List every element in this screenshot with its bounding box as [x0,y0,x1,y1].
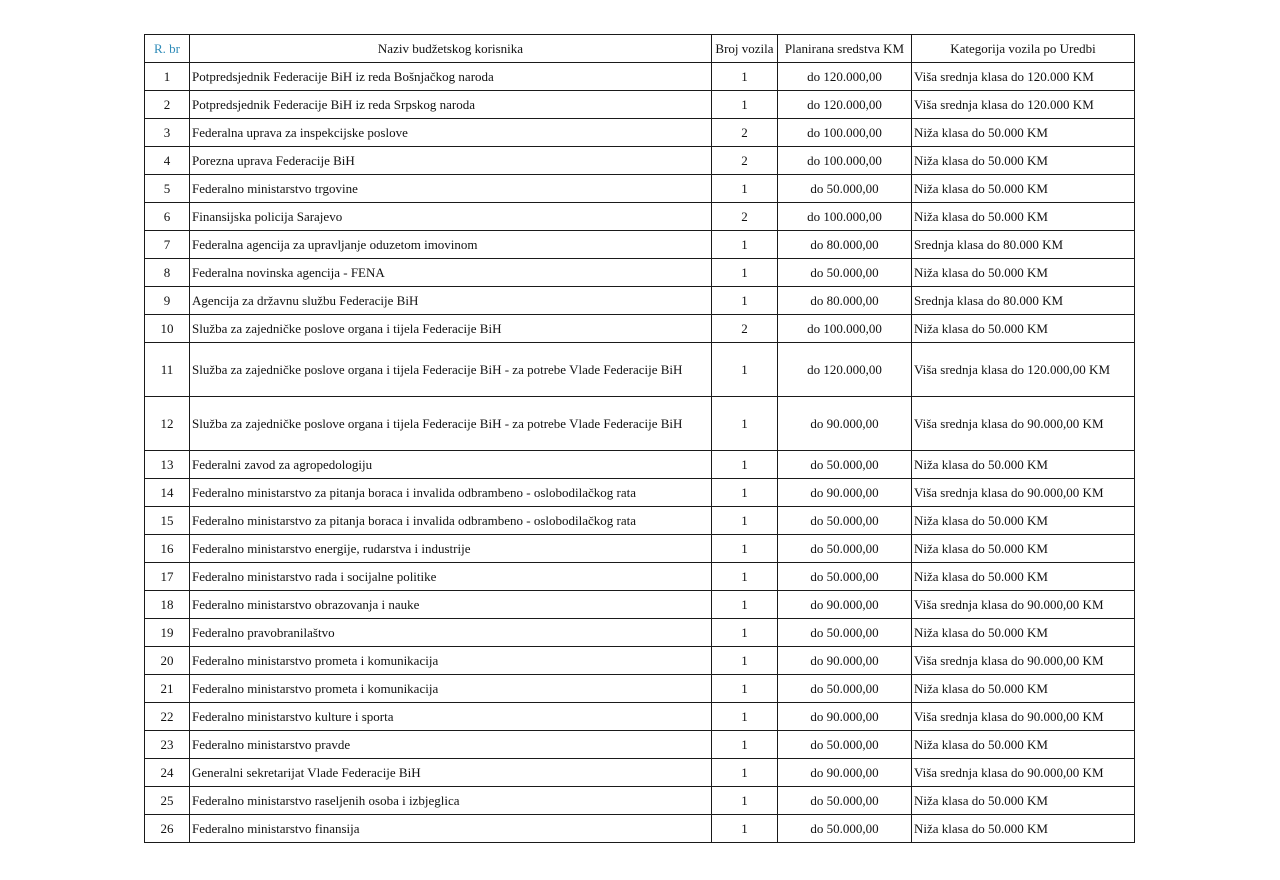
cell-naziv: Porezna uprava Federacije BiH [190,147,712,175]
header-rbr: R. br [145,35,190,63]
cell-rbr: 5 [145,175,190,203]
table-row [145,147,1135,175]
cell-kategorija: Srednja klasa do 80.000 KM [912,231,1135,259]
cell-broj-vozila: 1 [712,231,778,259]
table-row [145,119,1135,147]
cell-naziv: Federalno ministarstvo obrazovanja i nauke [190,591,712,619]
cell-broj-vozila: 2 [712,119,778,147]
cell-planirana-sredstva: do 90.000,00 [778,703,912,731]
cell-broj-vozila: 1 [712,343,778,397]
cell-planirana-sredstva: do 120.000,00 [778,63,912,91]
cell-broj-vozila: 1 [712,175,778,203]
table-row [145,759,1135,787]
table-row [145,591,1135,619]
cell-naziv: Finansijska policija Sarajevo [190,203,712,231]
cell-rbr: 20 [145,647,190,675]
cell-broj-vozila: 1 [712,703,778,731]
cell-kategorija: Niža klasa do 50.000 KM [912,535,1135,563]
cell-kategorija: Viša srednja klasa do 90.000,00 KM [912,647,1135,675]
cell-rbr: 7 [145,231,190,259]
cell-planirana-sredstva: do 50.000,00 [778,507,912,535]
cell-kategorija: Niža klasa do 50.000 KM [912,815,1135,843]
cell-planirana-sredstva: do 120.000,00 [778,343,912,397]
cell-rbr: 23 [145,731,190,759]
cell-rbr: 25 [145,787,190,815]
cell-kategorija: Niža klasa do 50.000 KM [912,451,1135,479]
cell-rbr: 15 [145,507,190,535]
table-row [145,675,1135,703]
cell-broj-vozila: 1 [712,815,778,843]
cell-broj-vozila: 1 [712,591,778,619]
cell-kategorija: Niža klasa do 50.000 KM [912,119,1135,147]
table-row [145,315,1135,343]
cell-rbr: 4 [145,147,190,175]
table-row [145,731,1135,759]
cell-planirana-sredstva: do 50.000,00 [778,619,912,647]
cell-broj-vozila: 2 [712,315,778,343]
cell-rbr: 18 [145,591,190,619]
cell-planirana-sredstva: do 50.000,00 [778,535,912,563]
cell-broj-vozila: 1 [712,397,778,451]
table-row [145,231,1135,259]
table-row [145,451,1135,479]
cell-planirana-sredstva: do 50.000,00 [778,731,912,759]
cell-planirana-sredstva: do 100.000,00 [778,147,912,175]
cell-naziv: Federalno ministarstvo energije, rudarstva i industrije [190,535,712,563]
cell-planirana-sredstva: do 90.000,00 [778,479,912,507]
table-row [145,203,1135,231]
cell-kategorija: Viša srednja klasa do 90.000,00 KM [912,591,1135,619]
cell-rbr: 2 [145,91,190,119]
cell-planirana-sredstva: do 120.000,00 [778,91,912,119]
cell-naziv: Federalno ministarstvo kulture i sporta [190,703,712,731]
cell-rbr: 19 [145,619,190,647]
cell-rbr: 13 [145,451,190,479]
cell-planirana-sredstva: do 80.000,00 [778,287,912,315]
cell-rbr: 21 [145,675,190,703]
header-naziv: Naziv budžetskog korisnika [190,35,712,63]
cell-kategorija: Viša srednja klasa do 120.000 KM [912,63,1135,91]
cell-planirana-sredstva: do 90.000,00 [778,759,912,787]
cell-naziv: Generalni sekretarijat Vlade Federacije BiH [190,759,712,787]
header-kategorija: Kategorija vozila po Uredbi [912,35,1135,63]
cell-naziv: Federalno ministarstvo rada i socijalne politike [190,563,712,591]
cell-broj-vozila: 1 [712,63,778,91]
cell-broj-vozila: 1 [712,731,778,759]
table-row [145,479,1135,507]
cell-rbr: 12 [145,397,190,451]
cell-broj-vozila: 1 [712,619,778,647]
cell-naziv: Potpredsjednik Federacije BiH iz reda Bošnjačkog naroda [190,63,712,91]
cell-kategorija: Viša srednja klasa do 90.000,00 KM [912,703,1135,731]
cell-naziv: Federalno ministarstvo pravde [190,731,712,759]
cell-naziv: Federalno ministarstvo za pitanja boraca i invalida odbrambeno - oslobodilačkog rata [190,507,712,535]
cell-naziv: Federalni zavod za agropedologiju [190,451,712,479]
table-row [145,703,1135,731]
table-row [145,259,1135,287]
header-planirana-sredstva: Planirana sredstva KM [778,35,912,63]
cell-naziv: Federalna uprava za inspekcijske poslove [190,119,712,147]
cell-kategorija: Niža klasa do 50.000 KM [912,619,1135,647]
cell-planirana-sredstva: do 50.000,00 [778,175,912,203]
cell-kategorija: Niža klasa do 50.000 KM [912,147,1135,175]
cell-naziv: Služba za zajedničke poslove organa i tijela Federacije BiH - za potrebe Vlade Federacije BiH [190,397,712,451]
cell-naziv: Federalna novinska agencija - FENA [190,259,712,287]
table-row [145,535,1135,563]
cell-planirana-sredstva: do 50.000,00 [778,451,912,479]
cell-broj-vozila: 1 [712,479,778,507]
cell-rbr: 24 [145,759,190,787]
table-header-row [145,35,1135,63]
cell-planirana-sredstva: do 50.000,00 [778,675,912,703]
cell-rbr: 6 [145,203,190,231]
cell-kategorija: Niža klasa do 50.000 KM [912,731,1135,759]
cell-rbr: 9 [145,287,190,315]
cell-kategorija: Niža klasa do 50.000 KM [912,675,1135,703]
cell-kategorija: Viša srednja klasa do 120.000 KM [912,91,1135,119]
cell-rbr: 3 [145,119,190,147]
cell-planirana-sredstva: do 100.000,00 [778,203,912,231]
cell-rbr: 8 [145,259,190,287]
table-row [145,563,1135,591]
cell-kategorija: Niža klasa do 50.000 KM [912,259,1135,287]
cell-naziv: Federalno ministarstvo finansija [190,815,712,843]
cell-rbr: 17 [145,563,190,591]
cell-broj-vozila: 1 [712,535,778,563]
cell-naziv: Služba za zajedničke poslove organa i tijela Federacije BiH [190,315,712,343]
cell-naziv: Federalno ministarstvo raseljenih osoba i izbjeglica [190,787,712,815]
cell-kategorija: Niža klasa do 50.000 KM [912,315,1135,343]
cell-kategorija: Viša srednja klasa do 90.000,00 KM [912,397,1135,451]
header-broj-vozila: Broj vozila [712,35,778,63]
cell-planirana-sredstva: do 100.000,00 [778,119,912,147]
cell-broj-vozila: 1 [712,675,778,703]
cell-planirana-sredstva: do 50.000,00 [778,815,912,843]
table-row [145,787,1135,815]
cell-naziv: Federalno pravobranilaštvo [190,619,712,647]
cell-naziv: Potpredsjednik Federacije BiH iz reda Srpskog naroda [190,91,712,119]
table-row [145,175,1135,203]
table-row [145,91,1135,119]
cell-kategorija: Viša srednja klasa do 120.000,00 KM [912,343,1135,397]
cell-kategorija: Viša srednja klasa do 90.000,00 KM [912,759,1135,787]
cell-planirana-sredstva: do 50.000,00 [778,563,912,591]
table-row [145,815,1135,843]
cell-broj-vozila: 2 [712,203,778,231]
cell-naziv: Federalno ministarstvo prometa i komunikacija [190,647,712,675]
cell-kategorija: Srednja klasa do 80.000 KM [912,287,1135,315]
table-row [145,619,1135,647]
cell-naziv: Agencija za državnu službu Federacije BiH [190,287,712,315]
cell-planirana-sredstva: do 80.000,00 [778,231,912,259]
cell-rbr: 10 [145,315,190,343]
cell-naziv: Služba za zajedničke poslove organa i tijela Federacije BiH - za potrebe Vlade Federacije BiH [190,343,712,397]
cell-naziv: Federalno ministarstvo za pitanja boraca i invalida odbrambeno - oslobodilačkog rata [190,479,712,507]
cell-kategorija: Niža klasa do 50.000 KM [912,175,1135,203]
table-row [145,343,1135,397]
cell-rbr: 14 [145,479,190,507]
cell-planirana-sredstva: do 90.000,00 [778,397,912,451]
cell-kategorija: Niža klasa do 50.000 KM [912,203,1135,231]
cell-rbr: 26 [145,815,190,843]
cell-kategorija: Niža klasa do 50.000 KM [912,563,1135,591]
cell-broj-vozila: 1 [712,647,778,675]
cell-planirana-sredstva: do 50.000,00 [778,787,912,815]
cell-naziv: Federalno ministarstvo prometa i komunikacija [190,675,712,703]
table-row [145,647,1135,675]
cell-broj-vozila: 1 [712,787,778,815]
table-row [145,287,1135,315]
table-row [145,63,1135,91]
cell-naziv: Federalna agencija za upravljanje oduzetom imovinom [190,231,712,259]
cell-naziv: Federalno ministarstvo trgovine [190,175,712,203]
cell-broj-vozila: 1 [712,287,778,315]
cell-broj-vozila: 1 [712,259,778,287]
vehicle-budget-table [144,34,1135,843]
cell-rbr: 1 [145,63,190,91]
cell-broj-vozila: 1 [712,451,778,479]
cell-rbr: 16 [145,535,190,563]
cell-planirana-sredstva: do 100.000,00 [778,315,912,343]
cell-kategorija: Niža klasa do 50.000 KM [912,507,1135,535]
cell-planirana-sredstva: do 90.000,00 [778,591,912,619]
cell-broj-vozila: 1 [712,91,778,119]
table-row [145,507,1135,535]
cell-rbr: 22 [145,703,190,731]
cell-rbr: 11 [145,343,190,397]
table-row [145,397,1135,451]
cell-planirana-sredstva: do 50.000,00 [778,259,912,287]
cell-kategorija: Niža klasa do 50.000 KM [912,787,1135,815]
cell-broj-vozila: 2 [712,147,778,175]
cell-planirana-sredstva: do 90.000,00 [778,647,912,675]
cell-broj-vozila: 1 [712,507,778,535]
cell-broj-vozila: 1 [712,759,778,787]
cell-broj-vozila: 1 [712,563,778,591]
cell-kategorija: Viša srednja klasa do 90.000,00 KM [912,479,1135,507]
